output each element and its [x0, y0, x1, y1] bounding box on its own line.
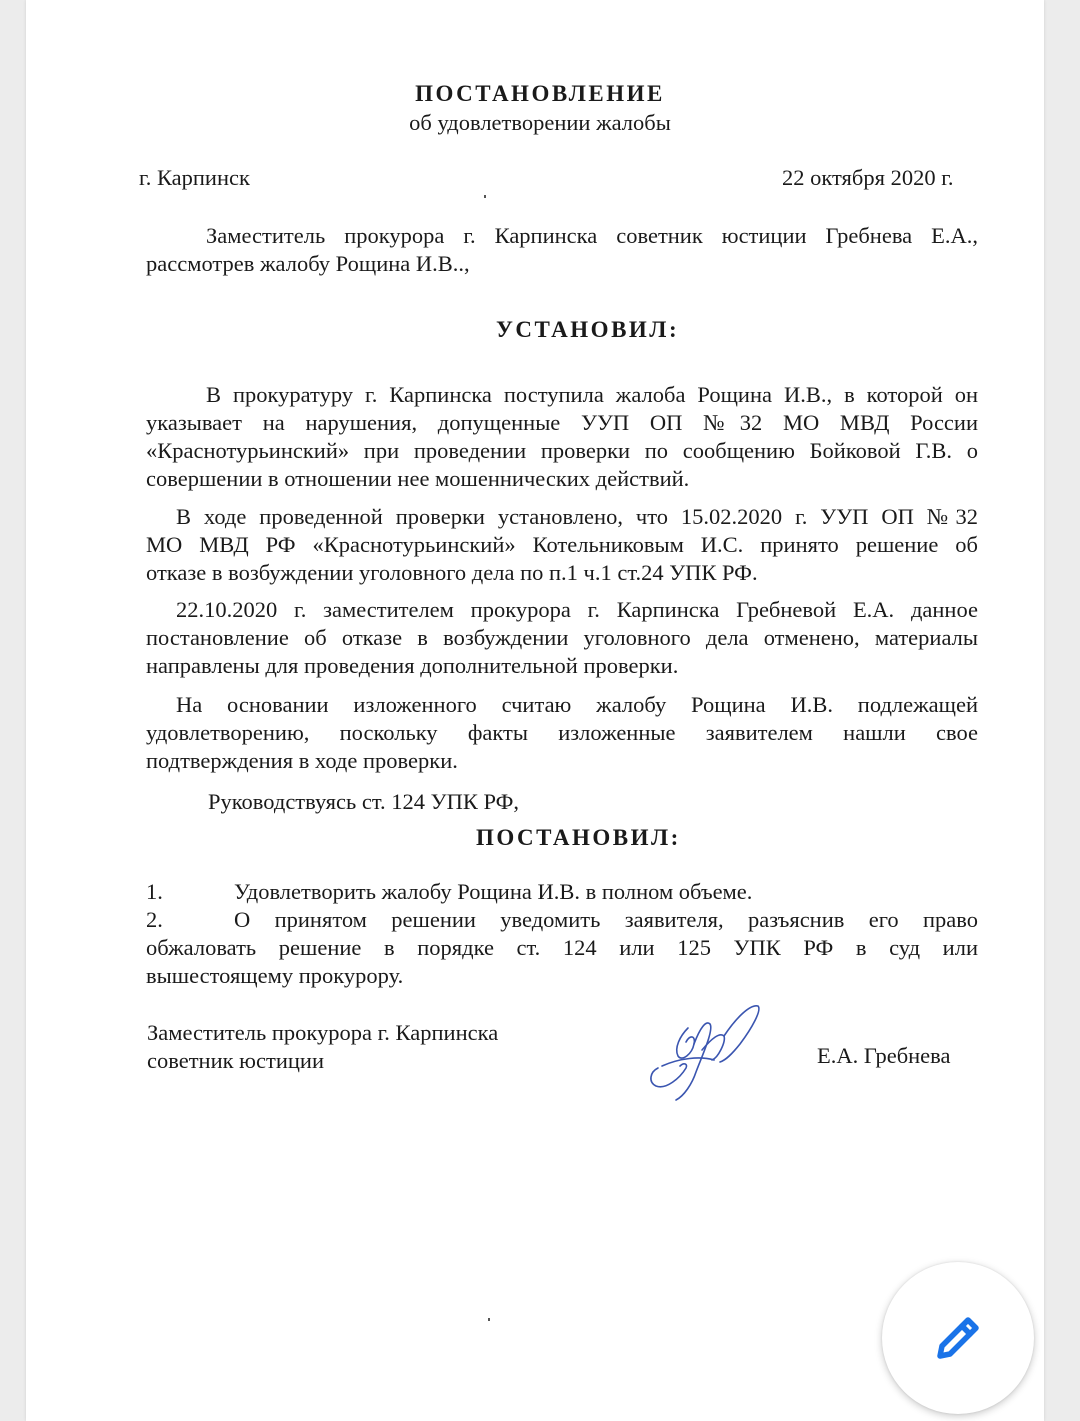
document-city: г. Карпинск	[139, 165, 250, 190]
decision-item-2	[146, 906, 978, 990]
edit-fab-button[interactable]	[882, 1262, 1034, 1414]
scan-speck	[488, 1318, 490, 1321]
section-heading-established: УСТАНОВИЛ:	[496, 317, 680, 342]
paragraph-cancellation-line-2: постановление об отказе в возбуждении уголовного дела отменено, материалы	[146, 625, 978, 650]
paragraph-check-result	[146, 503, 978, 587]
paragraph-complaint-line-1: В прокуратуру г. Карпинска поступила жалоба Рощина И.В., в которой он	[206, 382, 978, 407]
decision-item-1	[146, 878, 978, 906]
handwritten-signature	[640, 998, 770, 1108]
signer-position-line-2: советник юстиции	[147, 1048, 324, 1073]
paragraph-check-line-1: В ходе проведенной проверки установлено, что 15.02.2020 г. УУП ОП №32	[176, 504, 978, 529]
paragraph-conclusion-line-2: удовлетворению, поскольку факты изложенные заявителем нашли свое	[146, 720, 978, 745]
decision-item-2-text-1: О принятом решении уведомить заявителя, разъяснив его право	[234, 907, 978, 932]
paragraph-conclusion-line-3: подтверждения в ходе проверки.	[146, 748, 458, 773]
signer-position-line-1: Заместитель прокурора г. Карпинска	[147, 1020, 499, 1045]
paragraph-cancellation	[146, 596, 978, 680]
intro-line-1: Заместитель прокурора г. Карпинска советник юстиции Гребнева Е.А.,	[206, 223, 978, 248]
paragraph-cancellation-line-1: 22.10.2020 г. заместителем прокурора г. Карпинска Гребневой Е.А. данное	[176, 597, 978, 622]
intro-line-2: рассмотрев жалобу Рощина И.В..,	[146, 251, 470, 276]
decision-item-2-line-3: вышестоящему прокурору.	[146, 963, 404, 988]
document-page	[26, 0, 1044, 1421]
pencil-icon	[930, 1310, 986, 1366]
document-title: ПОСТАНОВЛЕНИЕ	[415, 81, 665, 106]
paragraph-complaint-line-3: «Краснотурьинский» при проведении проверки по сообщению Бойковой Г.В. о	[146, 438, 978, 463]
paragraph-conclusion-line-1: На основании изложенного считаю жалобу Рощина И.В. подлежащей	[176, 692, 978, 717]
paragraph-check-line-3: отказе в возбуждении уголовного дела по п.1 ч.1 ст.24 УПК РФ.	[146, 560, 758, 585]
paragraph-complaint	[146, 381, 978, 493]
decision-item-1-number: 1.	[146, 879, 163, 904]
decision-item-2-number: 2.	[146, 907, 163, 932]
signer-name: Е.А. Гребнева	[817, 1043, 951, 1068]
section-heading-decided: ПОСТАНОВИЛ:	[476, 825, 681, 850]
paragraph-conclusion	[146, 691, 978, 775]
intro-paragraph	[146, 222, 978, 278]
document-subtitle: об удовлетворении жалобы	[409, 110, 671, 135]
scan-speck	[484, 195, 486, 198]
guidance-line: Руководствуясь ст. 124 УПК РФ,	[208, 789, 520, 814]
paragraph-cancellation-line-3: направлены для проведения дополнительной проверки.	[146, 653, 679, 678]
decision-item-2-line-2: обжаловать решение в порядке ст. 124 или 125 УПК РФ в суд или	[146, 935, 978, 960]
paragraph-check-line-2: МО МВД РФ «Краснотурьинский» Котельниковым И.С. принято решение об	[146, 532, 978, 557]
paragraph-complaint-line-2: указывает на нарушения, допущенные УУП ОП №32 МО МВД России	[146, 410, 978, 435]
decision-item-2-line-1	[146, 906, 978, 934]
document-date: 22 октября 2020 г.	[782, 165, 954, 190]
paragraph-complaint-line-4: совершении в отношении нее мошеннических действий.	[146, 466, 690, 491]
decision-item-1-text: Удовлетворить жалобу Рощина И.В. в полном объеме.	[234, 879, 753, 904]
